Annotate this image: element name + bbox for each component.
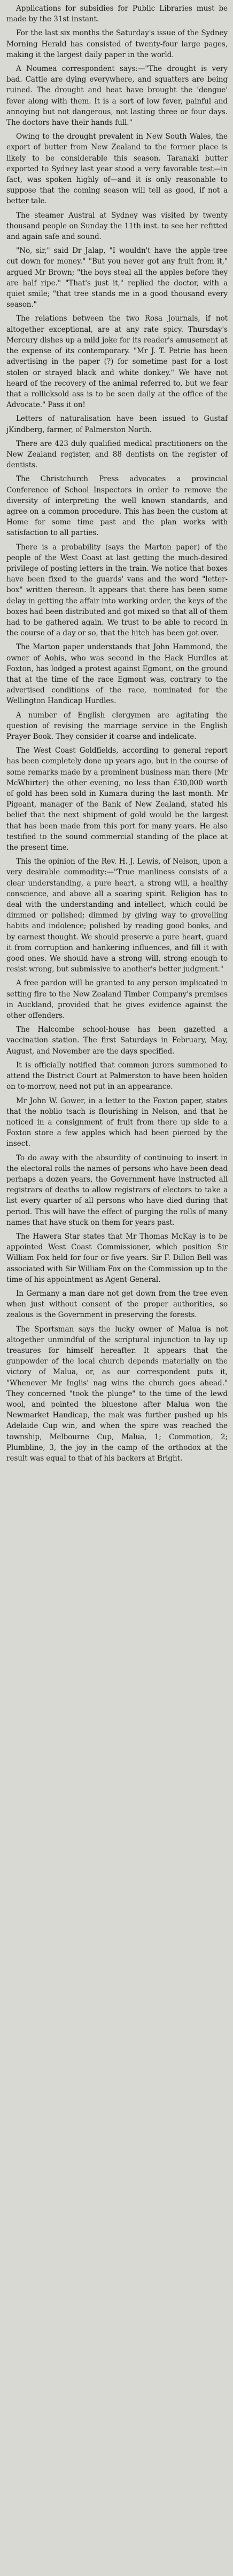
news-paragraph: A free pardon will be granted to any person implicated in setting fire to the New Zealand Timber Company's premises in Auckland, provided that he gives evidence against the other offenders. bbox=[6, 979, 228, 1020]
news-paragraph: It is officially notified that common jurors summoned to attend the District Court at Palmerston to have been holden on to-morrow, need not put in an appearance. bbox=[6, 1060, 228, 1091]
news-paragraph: The Sportsman says the lucky owner of Malua is not altogether unmindful of the scriptural injunction to lay up treasures for himself hereafter. It appears that the gunpowder of the local church depends materially on the victory of Malua, or, as our correspondent puts it, "Whenever Mr Inglis' nag wins the church goes ahead." They concerned "took the plunge" to the time of the lewd wool, and pointed the bluestone after Malua won the Newmarket Handicap, the mak was further pushed up his Adelaide Cup win, and when the spire was reached the township, Melbourne Cup, Malua, 1; Commotion, 2; Plumbline, 3, the joy in the camp of the orthodox at the result was equal to that of his backers at Bright. bbox=[6, 1325, 228, 1463]
news-paragraph: Mr John W. Gower, in a letter to the Foxton paper, states that the noblio tsach is flourishing in Nelson, and that he noticed in a consignment of fruit from there up side to a Foxton store a few apples which had been pierced by the insect. bbox=[6, 1096, 228, 1149]
news-paragraph: There is a probability (says the Marton paper) of the people of the West Coast at last getting the much-desired privilege of posting letters in the train. We notice that boxes have been fixed to the guards' vans and the word "letter-box" written thereon. It appears that there has been some delay in getting the affair into working order, the keys of the boxes had been distributed and got mixed so that all of them had to be gathered again. We trust to be able to record in the course of a day or so, that the hitch has been got over. bbox=[6, 543, 228, 638]
news-paragraph: Letters of naturalisation have been issued to Gustaf jKindberg, farmer, of Palmerston North. bbox=[6, 414, 228, 434]
news-paragraph: The Halcombe school-house has been gazetted a vaccination station. The first Saturdays in February, May, August, and November are the days specified. bbox=[6, 1025, 228, 1056]
news-paragraph: The relations between the two Rosa Journals, if not altogether exceptional, are at any rate spicy. Thursday's Mercury dishes up a mild joke for its reader's amusement at the expense of its contemporary. "Mr J. T. Petrie has been advertising in the paper (?) for sometime past for a lost stolen or strayed black and white donkey." We have not heard of the recovery of the animal referred to, but we fear that a rollicksold ass is to be seen daily at the office of the Advocate." Pass it on! bbox=[6, 314, 228, 410]
news-paragraph: In Germany a man dare not get down from the tree even when just without consent of the proper authorities, so zealous is the Government in preserving the forests. bbox=[6, 1289, 228, 1320]
news-paragraph: Owing to the drought prevalent in New South Wales, the export of butter from New Zealand to the former place is likely to be considerable this season. Taranaki butter exported to Sydney last year stood a very favorable test—in fact, was spoken highly of—and it is only reasonable to suppose that the coming season will tell as good, if not a better tale. bbox=[6, 132, 228, 206]
news-paragraph: To do away with the absurdity of continuing to insert in the electoral rolls the names of persons who have been dead perhaps a dozen years, the Government have instructed all registrars of deaths to allow registrars of electors to take a list every quarter of all persons who have died during that period. This will have the effect of purging the rolls of many names that have stuck on them for years past. bbox=[6, 1153, 228, 1227]
news-paragraph: This the opinion of the Rev. H. J. Lewis, of Nelson, upon a very desirable commodity:—"True manliness consists of a clear understanding, a pure heart, a strong will, a healthy conscience, and above all a soaring spirit. Religion has to deal with the understanding and intellect, which could be dimmed or polished; dimmed by giving way to grovelling habits and indolence; polished by reading good books, and by earnest thought. We should preserve a pure heart, guard it from corruption and hankering influences, and fill it with good ones. We should have a strong will, strong enough to resist wrong, but submissive to another's better judgment." bbox=[6, 857, 228, 974]
news-paragraph: The West Coast Goldfields, according to general report has been completely done up years ago, but in the course of some remarks made by a prominent business man there (Mr McWhirter) the other evening, no less than £30,000 worth of gold has been sold in Kumara during the last month. Mr Pigeant, manager of the Bank of New Zealand, stated his belief that the next shipment of gold would be the largest that has been made from this port for many years. He also testified to the sound commercial standing of the place at the present time. bbox=[6, 746, 228, 852]
news-paragraph: A number of English clergymen are agitating the question of revising the marriage service in the English Prayer Book. They consider it coarse and indelicate. bbox=[6, 711, 228, 741]
news-paragraph: The Marton paper understands that John Hammond, the owner of Aohis, who was second in the Hack Hurdles at Foxton, has lodged a protest against Egmont, on the ground that at the time of the race Egmont was, contrary to the advertised conditions of the race, nominated for the Wellington Handicap Hurdles. bbox=[6, 643, 228, 706]
news-paragraph: Applications for subsidies for Public Libraries must be made by the 31st instant. bbox=[6, 4, 228, 24]
news-paragraph: The Christchurch Press advocates a provincial Conference of School Inspectors in order to remove the diversity of interpreting the well known standards, and agree on a common procedure. This has been the custom at Home for some time past and the plan works with satisfaction to all parties. bbox=[6, 475, 228, 538]
news-paragraph: There are 423 duly qualified medical practitioners on the New Zealand register, and 88 dentists on the register of dentists. bbox=[6, 439, 228, 470]
news-paragraph: The Hawera Star states that Mr Thomas McKay is to be appointed West Coast Commissioner, which position Sir William Fox held for four or five years. Sir F. Dillon Bell was associated with Sir William Fox on the Commission up to the time of his appointment as Agent-General. bbox=[6, 1232, 228, 1284]
news-paragraph: For the last six months the Saturday's issue of the Sydney Morning Herald has consisted of twenty-four large pages, making it the largest daily paper in the world. bbox=[6, 29, 228, 59]
news-paragraph: A Noumea correspondent says:—"The drought is very bad. Cattle are dying everywhere, and squatters are being ruined. The drought and heat have brought the 'dengue' fever along with them. It is a sort of low fever, painful and annoying but not dangerous, not lasting three or four days. The doctors have their hands full." bbox=[6, 65, 228, 127]
news-paragraph: The steamer Austral at Sydney was visited by twenty thousand people on Sunday the 11th inst. to see her refitted and again safe and sound. bbox=[6, 211, 228, 242]
news-paragraph: "No, sir," said Dr Jalap, "I wouldn't have the apple-tree cut down for money." "But you never got any fruit from it," argued Mr Brown; "the boys steal all the apples before they are half ripe." "That's just it," replied the doctor, with a quiet smile; "that tree stands me in a good thousand every season." bbox=[6, 246, 228, 309]
